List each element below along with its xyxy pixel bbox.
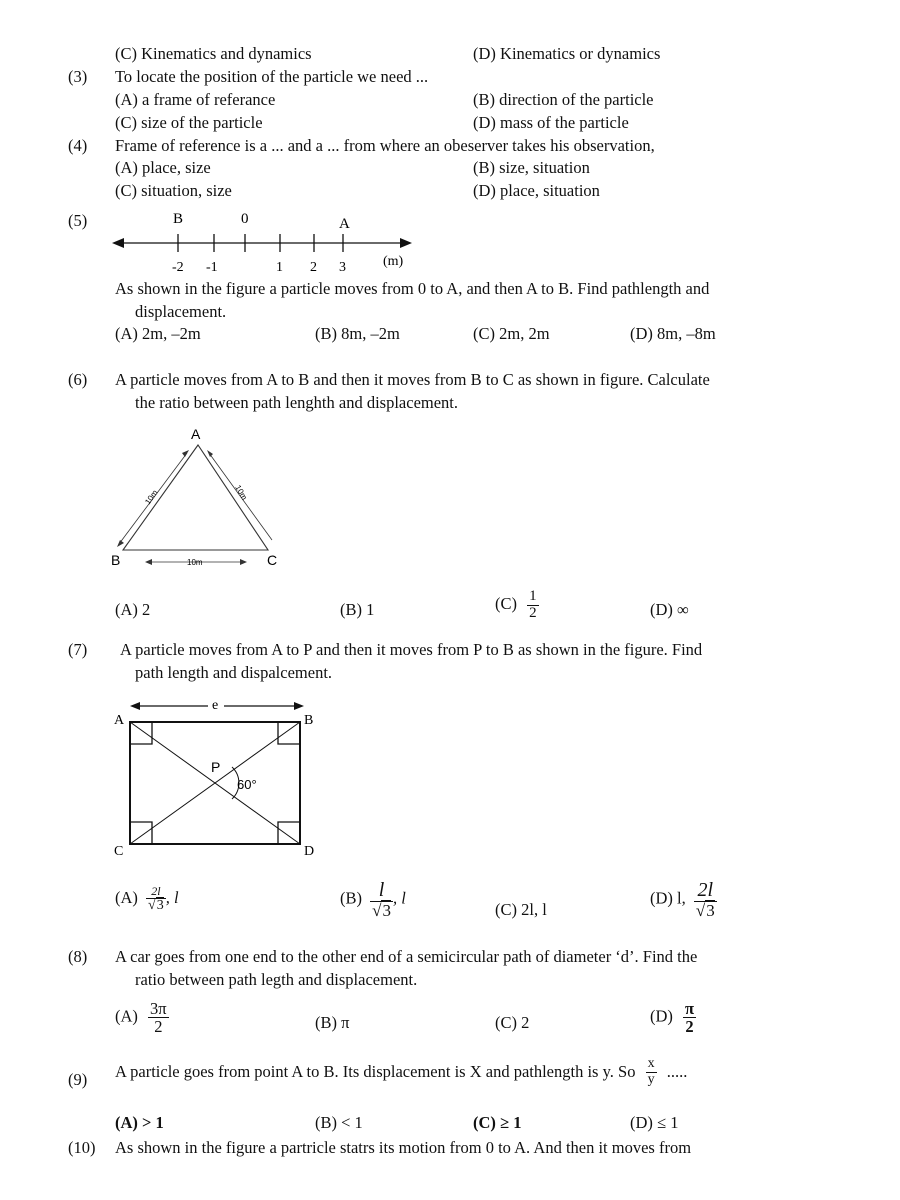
left-side-length: 10m	[143, 488, 160, 507]
arrow-head-icon	[207, 450, 213, 457]
arrow-head-icon	[182, 450, 189, 457]
right-side-length: 10m	[233, 483, 249, 502]
q7-option-c: (C) 2l, l	[495, 900, 547, 919]
q6-option-c-denominator: 2	[529, 604, 537, 621]
q6-option-c-numerator: 1	[529, 588, 537, 604]
q8-option-a-numerator: 3π	[150, 999, 167, 1018]
q4-number: (4)	[68, 136, 88, 155]
q5-option-c: (C) 2m, 2m	[473, 324, 550, 343]
right-angle-marker	[278, 822, 300, 844]
q6-option-c	[495, 589, 539, 622]
q7-option-d-label: (D) l,	[650, 888, 686, 908]
q7-option-b-denominator: 3	[382, 901, 391, 920]
q9-number: (9)	[68, 1070, 88, 1089]
q7-option-a: (A) $\frac{2l}{√3}$ , l	[115, 884, 179, 913]
q3-option-b: (B) direction of the particle	[473, 90, 654, 109]
q5-number: (5)	[68, 211, 88, 230]
q7-option-d-denominator: 3	[706, 901, 715, 920]
q8-text-line2: ratio between path legth and displacement.	[135, 970, 418, 989]
q3-text: To locate the position of the particle we need ...	[115, 67, 429, 86]
q6-option-b: (B) 1	[340, 600, 375, 619]
arrow-head-icon	[240, 559, 247, 565]
q3-option-d: (D) mass of the particle	[473, 113, 629, 132]
q7-option-b-tail: , l	[392, 888, 406, 908]
angle-label: 60°	[237, 777, 257, 792]
q5-text-line1: As shown in the figure a particle moves from 0 to A, and then A to B. Find pathlength and	[115, 279, 710, 298]
q9-fraction-numerator: x	[647, 1056, 655, 1071]
q6-number: (6)	[68, 370, 88, 389]
q3-number: (3)	[68, 67, 88, 86]
q8-option-b: (B) π	[315, 1013, 350, 1032]
arrow-head-icon	[117, 540, 124, 547]
width-label: e	[212, 698, 219, 713]
q8-number: (8)	[68, 947, 88, 966]
q8-option-d-denominator: 2	[685, 1017, 694, 1037]
q9-tail: .....	[666, 1062, 688, 1082]
q4-option-d: (D) place, situation	[473, 181, 600, 200]
q8-option-a-label: (A)	[115, 1006, 138, 1026]
corner-d-label: D	[304, 844, 315, 859]
arrow-head-icon	[145, 559, 152, 565]
vertex-b-label: B	[111, 552, 121, 568]
right-angle-marker	[130, 722, 152, 744]
q2-option-c: (C) Kinematics and dynamics	[115, 44, 312, 63]
q8-option-c: (C) 2	[495, 1013, 530, 1032]
q9-fraction-denominator: y	[647, 1071, 655, 1087]
q9-option-b: (B) < 1	[315, 1113, 363, 1132]
corner-a-label: A	[114, 713, 125, 728]
q5-option-b: (B) 8m, –2m	[315, 324, 400, 343]
vertex-c-label: C	[267, 552, 278, 568]
q8-option-d	[650, 1000, 696, 1036]
right-angle-marker	[130, 822, 152, 844]
q9-text	[115, 1057, 687, 1087]
q7-option-a-tail: , l	[165, 887, 179, 907]
q7-option-a-numerator: 2l	[146, 885, 166, 899]
q10-number: (10)	[68, 1138, 96, 1157]
q5-option-a: (A) 2m, –2m	[115, 324, 201, 343]
q3-option-a: (A) a frame of referance	[115, 90, 276, 109]
number-line-figure	[110, 205, 420, 277]
q8-option-d-label: (D)	[650, 1006, 673, 1026]
q7-option-b-label: (B)	[340, 888, 362, 908]
rectangle-figure	[110, 695, 330, 860]
tick-label: -2	[172, 260, 184, 275]
arrow-head-icon	[294, 702, 304, 710]
q5-option-d: (D) 8m, –8m	[630, 324, 716, 343]
q10-text: As shown in the figure a partricle statrs its motion from 0 to A. And then it moves from	[115, 1138, 692, 1157]
tick-label: 3	[339, 260, 346, 275]
q3-option-c: (C) size of the particle	[115, 113, 263, 132]
q6-option-c-label: (C)	[495, 594, 517, 614]
point-p-label: P	[211, 759, 221, 775]
q7-text-line1: A particle moves from A to P and then it moves from P to B as shown in the figure. Find	[120, 640, 703, 659]
q7-option-b-numerator: l	[370, 880, 393, 902]
q4-text: Frame of reference is a ... and a ... from where an obeserver takes his observation,	[115, 136, 655, 155]
point-b-label: B	[173, 211, 184, 227]
left-arrow-icon	[112, 238, 124, 248]
tick-label: -1	[206, 260, 218, 275]
corner-b-label: B	[304, 713, 314, 728]
q6-text-line2: the ratio between path lenghth and displacement.	[135, 393, 459, 412]
right-arrow-icon	[400, 238, 412, 248]
q7-option-b: (B) $\frac{l}{√3}$ , l	[340, 879, 406, 920]
q7-option-a-label: (A)	[115, 887, 138, 907]
q9-option-d: (D) ≤ 1	[630, 1113, 679, 1132]
q7-option-d: (D) l, $\frac{2l}{√3}$	[650, 879, 715, 920]
triangle-figure	[105, 425, 295, 575]
q8-text-line1: A car goes from one end to the other end of a semicircular path of diameter ‘d’. Find the	[115, 947, 698, 966]
q4-option-a: (A) place, size	[115, 158, 211, 177]
q7-option-d-numerator: 2l	[694, 880, 717, 902]
q9-text-body: A particle goes from point A to B. Its displacement is X and pathlength is y. So	[115, 1062, 636, 1082]
q7-text-line2: path length and dispalcement.	[135, 663, 333, 682]
q9-option-c: (C) ≥ 1	[473, 1113, 522, 1132]
q8-option-d-numerator: π	[685, 999, 695, 1018]
point-a-label: A	[339, 216, 350, 232]
tick-label: 2	[310, 260, 317, 275]
q8-option-a	[115, 1000, 169, 1036]
q6-text-line1: A particle moves from A to B and then it moves from B to C as shown in figure. Calculate	[115, 370, 710, 389]
arrow-head-icon	[130, 702, 140, 710]
vertex-a-label: A	[191, 426, 201, 442]
base-length: 10m	[187, 558, 203, 567]
tick-label: 1	[276, 260, 283, 275]
origin-label: 0	[241, 211, 249, 227]
q7-number: (7)	[68, 640, 88, 659]
q9-option-a: (A) > 1	[115, 1113, 164, 1132]
right-angle-marker	[278, 722, 300, 744]
q8-option-a-denominator: 2	[154, 1017, 163, 1037]
q7-option-a-denominator: 3	[156, 897, 164, 913]
q6-option-a: (A) 2	[115, 600, 151, 619]
q5-text-line2: displacement.	[135, 302, 227, 321]
q4-option-b: (B) size, situation	[473, 158, 590, 177]
q4-option-c: (C) situation, size	[115, 181, 232, 200]
corner-c-label: C	[114, 844, 124, 859]
unit-label: (m)	[383, 254, 404, 269]
q2-option-d: (D) Kinematics or dynamics	[473, 44, 661, 63]
q6-option-d: (D) ∞	[650, 600, 689, 619]
